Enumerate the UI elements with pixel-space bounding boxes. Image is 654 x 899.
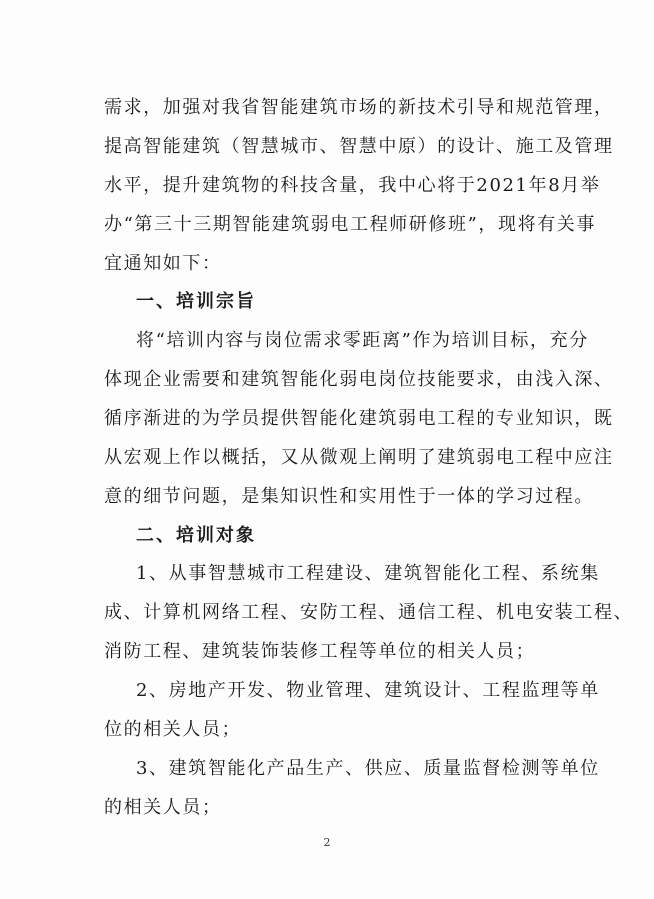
target-item-2-line-2: 位的相关人员； (104, 719, 242, 740)
target-item-2-line-1: 2、房地产开发、物业管理、建筑设计、工程监理等单 (136, 680, 600, 701)
section1-line-5: 意的细节问题，是集知识性和实用性于一体的学习过程。 (104, 486, 594, 507)
section1-line-2: 体现企业需要和建筑智能化弱电岗位技能要求，由浅入深、 (104, 369, 614, 390)
section-heading-training-purpose: 一、培训宗旨 (136, 291, 256, 312)
target-item-1-line-3: 消防工程、建筑装饰装修工程等单位的相关人员； (104, 641, 536, 662)
intro-line-4: 办“第三十三期智能建筑弱电工程师研修班”，现将有关事 (104, 214, 597, 235)
intro-line-5: 宜通知如下： (104, 253, 222, 274)
target-item-3-line-2: 的相关人员； (104, 797, 222, 818)
target-item-1-line-2: 成、计算机网络工程、安防工程、通信工程、机电安装工程、 (104, 602, 634, 623)
section1-line-1: 将“培训内容与岗位需求零距离”作为培训目标，充分 (136, 330, 589, 351)
intro-line-3: 水平，提升建筑物的科技含量，我中心将于2021年8月举 (104, 175, 601, 196)
target-item-1-line-1: 1、从事智慧城市工程建设、建筑智能化工程、系统集 (136, 563, 600, 584)
section1-line-4: 从宏观上作以概括，又从微观上阐明了建筑弱电工程中应注 (104, 447, 614, 468)
target-item-3-line-1: 3、建筑智能化产品生产、供应、质量监督检测等单位 (136, 758, 600, 779)
intro-line-1: 需求，加强对我省智能建筑市场的新技术引导和规范管理， (104, 97, 614, 118)
section-heading-training-targets: 二、培训对象 (136, 525, 256, 546)
intro-line-2: 提高智能建筑（智慧城市、智慧中原）的设计、施工及管理 (104, 136, 614, 157)
section1-line-3: 循序渐进的为学员提供智能化建筑弱电工程的专业知识，既 (104, 408, 614, 429)
page-number: 2 (323, 836, 331, 849)
